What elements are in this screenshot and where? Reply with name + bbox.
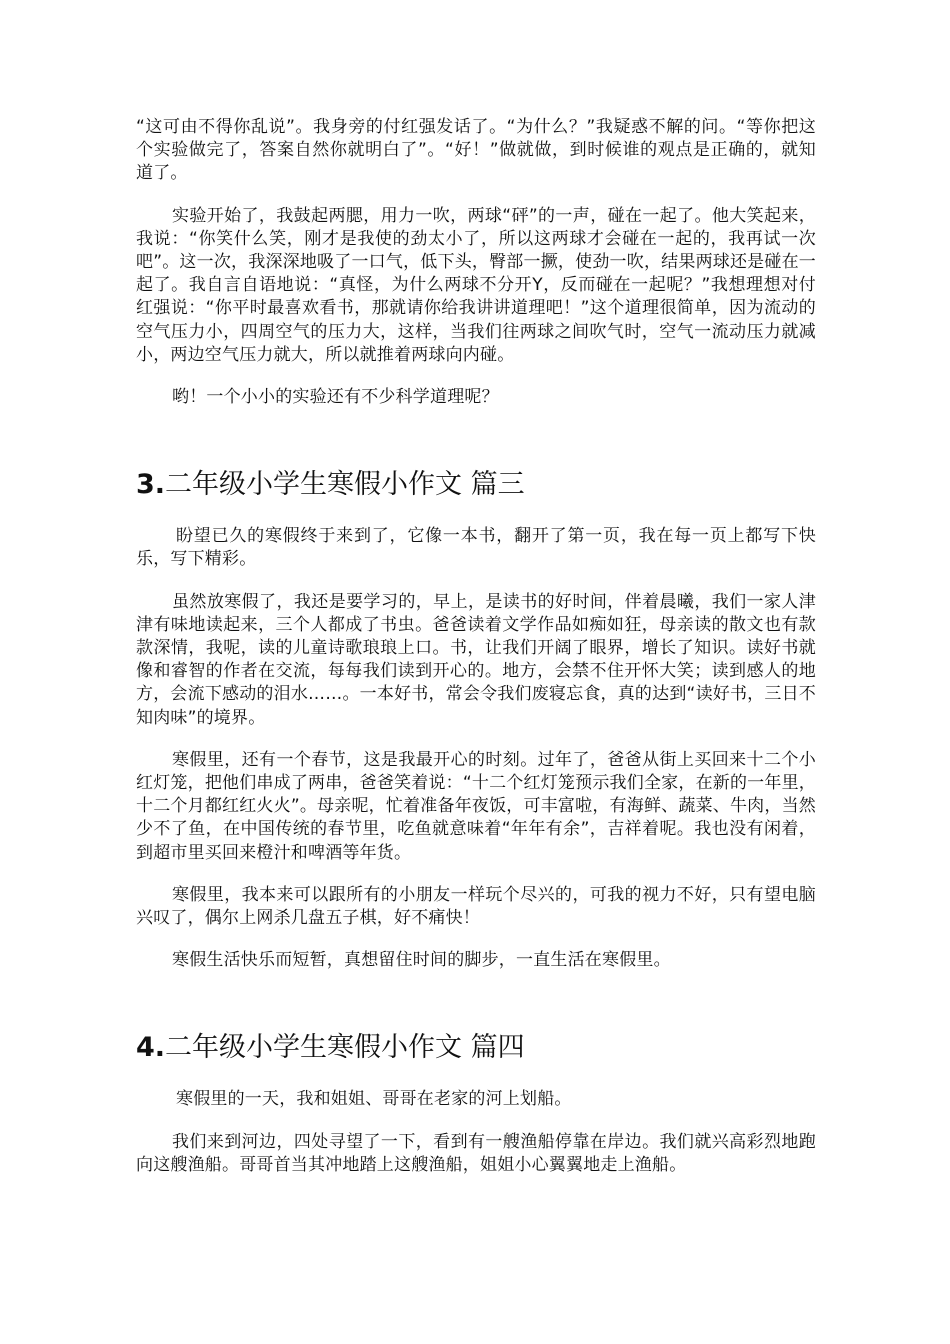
- paragraph: 寒假里，还有一个春节，这是我最开心的时刻。过年了，爸爸从街上买回来十二个小红灯笼，把他们串成了两串，爸爸笑着说：“十二个红灯笼预示我们全家，在新的一年里，十二个月都红红火火”。母亲呢，忙着准备年夜饭，可丰富啦，有海鲜、蔬菜、牛肉，当然少不了鱼，在中国传统的春节里，吃鱼就意味着“年年有余”，吉祥着呢。我也没有闲着，到超市里买回来橙汁和啤酒等年货。: [136, 749, 816, 863]
- paragraph: 实验开始了，我鼓起两腮，用力一吹，两球“砰”的一声，碰在一起了。他大笑起来，我说：“你笑什么笑，刚才是我使的劲太小了，所以这两球才会碰在一起的，我再试一次吧”。这一次，我深深地吸了一口气，低下头，臀部一撅，使劲一吹，结果两球还是碰在一起了。我自言自语地说：“真怪，为什么两球不分开Y，反而碰在一起呢？”我想理想对付红强说：“你平时最喜欢看书，那就请你给我讲讲道理吧！”这个道理很简单，因为流动的空气压力小，四周空气的压力大，这样，当我们往两球之间吹气时，空气一流动压力就减小，两边空气压力就大，所以就推着两球向内碰。: [136, 205, 816, 365]
- section-heading: [136, 469, 816, 501]
- paragraph: 虽然放寒假了，我还是要学习的，早上，是读书的好时间，伴着晨曦，我们一家人津津有味地读起来，三个人都成了书虫。爸爸读着文学作品如痴如狂，母亲读的散文也有款款深情，我呢，读的儿童诗歌琅琅上口。书，让我们开阔了眼界，增长了知识。读好书就像和睿智的作者在交流，每每我们读到开心的。地方，会禁不住开怀大笑；读到感人的地方，会流下感动的泪水……。一本好书，常会令我们废寝忘食，真的达到“读好书，三日不知肉味”的境界。: [136, 591, 816, 728]
- document-page: [136, 116, 816, 1177]
- paragraph: 寒假里的一天，我和姐姐、哥哥在老家的河上划船。: [176, 1089, 572, 1110]
- paragraph: “这可由不得你乱说”。我身旁的付红强发话了。“为什么？”我疑惑不解的问。“等你把这个实验做完了，答案自然你就明白了”。“好！”做就做，到时候谁的观点是正确的，就知道了。: [136, 117, 816, 184]
- section-title: 二年级小学生寒假小作文 篇四: [165, 1032, 525, 1064]
- paragraph: 哟！一个小小的实验还有不少科学道理呢？: [172, 387, 499, 408]
- section-title: 二年级小学生寒假小作文 篇三: [165, 469, 525, 501]
- paragraph: 寒假生活快乐而短暂，真想留住时间的脚步，一直生活在寒假里。: [172, 950, 671, 971]
- section-number: 4.: [136, 1032, 166, 1064]
- section-heading: [136, 1032, 816, 1064]
- section-number: 3.: [136, 469, 166, 501]
- paragraph: 我们来到河边，四处寻望了一下，看到有一艘渔船停靠在岸边。我们就兴高彩烈地跑向这艘渔船。哥哥首当其冲地踏上这艘渔船，姐姐小心翼翼地走上渔船。: [136, 1131, 816, 1175]
- paragraph: 寒假里，我本来可以跟所有的小朋友一样玩个尽兴的，可我的视力不好，只有望电脑兴叹了，偶尔上网杀几盘五子棋，好不痛快！: [136, 884, 816, 929]
- paragraph: 盼望已久的寒假终于来到了，它像一本书，翻开了第一页，我在每一页上都写下快乐，写下精彩。: [136, 526, 816, 570]
